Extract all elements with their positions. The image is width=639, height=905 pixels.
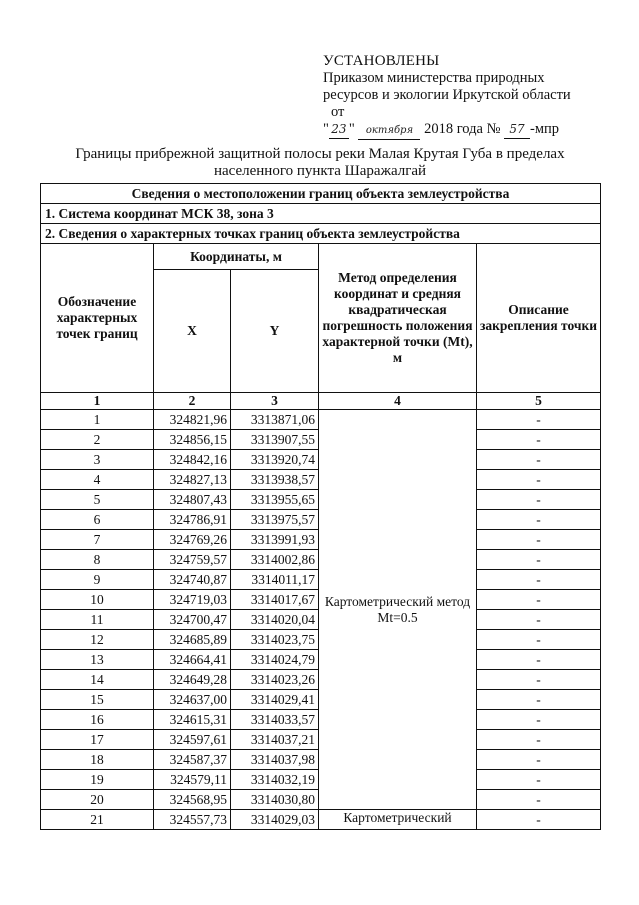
- section-characteristic-points: 2. Сведения о характерных точках границ объекта землеустройства: [41, 224, 601, 244]
- point-y: 3313991,93: [231, 530, 319, 550]
- column-number: 5: [477, 393, 601, 410]
- point-number: 8: [41, 550, 154, 570]
- point-y: 3313920,74: [231, 450, 319, 470]
- point-description: -: [477, 670, 601, 690]
- quote-open: ": [323, 121, 329, 137]
- point-y: 3313938,57: [231, 470, 319, 490]
- point-x: 324759,57: [154, 550, 231, 570]
- point-description: -: [477, 410, 601, 430]
- point-y: 3314029,41: [231, 690, 319, 710]
- point-description: -: [477, 730, 601, 750]
- method-cell: Картометрический метод Mt=0.5: [319, 410, 477, 810]
- point-description: -: [477, 690, 601, 710]
- approval-day: 23: [329, 121, 349, 139]
- point-number: 17: [41, 730, 154, 750]
- point-description: -: [477, 790, 601, 810]
- point-number: 16: [41, 710, 154, 730]
- point-description: -: [477, 510, 601, 530]
- point-number: 14: [41, 670, 154, 690]
- table-row: [41, 410, 601, 430]
- point-number: 1: [41, 410, 154, 430]
- point-x: 324856,15: [154, 430, 231, 450]
- point-description: -: [477, 430, 601, 450]
- point-description: -: [477, 630, 601, 650]
- point-x: 324637,00: [154, 690, 231, 710]
- point-number: 4: [41, 470, 154, 490]
- point-x: 324597,61: [154, 730, 231, 750]
- point-description: -: [477, 530, 601, 550]
- point-y: 3314023,26: [231, 670, 319, 690]
- point-description: -: [477, 490, 601, 510]
- point-y: 3314011,17: [231, 570, 319, 590]
- point-x: 324587,37: [154, 750, 231, 770]
- approval-month: октября: [358, 122, 420, 140]
- header-x: X: [154, 270, 231, 393]
- point-number: 10: [41, 590, 154, 610]
- point-description: -: [477, 750, 601, 770]
- point-y: 3314024,79: [231, 650, 319, 670]
- header-method: Метод определения координат и средняя квадратическая погрешность положения характерной точки (Mt), м: [319, 244, 477, 393]
- point-y: 3314020,04: [231, 610, 319, 630]
- point-description: -: [477, 550, 601, 570]
- heading-line-2: населенного пункта Шаражалгай: [213, 163, 427, 179]
- point-y: 3314002,86: [231, 550, 319, 570]
- point-number: 2: [41, 430, 154, 450]
- boundary-points-table: [40, 183, 601, 830]
- point-description: -: [477, 810, 601, 830]
- point-description: -: [477, 450, 601, 470]
- point-description: -: [477, 770, 601, 790]
- approval-suffix: -мпр: [530, 121, 560, 137]
- point-number: 21: [41, 810, 154, 830]
- approval-title: УСТАНОВЛЕНЫ: [323, 53, 440, 69]
- column-number: 2: [154, 393, 231, 410]
- point-x: 324579,11: [154, 770, 231, 790]
- point-number: 19: [41, 770, 154, 790]
- point-y: 3314037,21: [231, 730, 319, 750]
- approval-date-line: [323, 121, 571, 140]
- column-number: 3: [231, 393, 319, 410]
- header-description: Описание закрепления точки: [477, 244, 601, 393]
- approval-year: 2018 года №: [424, 121, 501, 137]
- point-x: 324700,47: [154, 610, 231, 630]
- point-number: 5: [41, 490, 154, 510]
- point-y: 3314029,03: [231, 810, 319, 830]
- table-row: [41, 810, 601, 830]
- column-number: 4: [319, 393, 477, 410]
- point-number: 3: [41, 450, 154, 470]
- approval-line-3: от: [331, 104, 345, 120]
- point-description: -: [477, 470, 601, 490]
- point-y: 3314023,75: [231, 630, 319, 650]
- header-coordinates: Координаты, м: [154, 244, 319, 270]
- point-x: 324807,43: [154, 490, 231, 510]
- section-coordinate-system: 1. Система координат МСК 38, зона 3: [41, 204, 601, 224]
- point-x: 324685,89: [154, 630, 231, 650]
- approval-number: 57: [504, 121, 530, 139]
- point-number: 15: [41, 690, 154, 710]
- point-number: 20: [41, 790, 154, 810]
- point-description: -: [477, 610, 601, 630]
- point-description: -: [477, 590, 601, 610]
- point-description: -: [477, 710, 601, 730]
- point-x: 324664,41: [154, 650, 231, 670]
- point-y: 3314030,80: [231, 790, 319, 810]
- point-x: 324719,03: [154, 590, 231, 610]
- point-y: 3313955,65: [231, 490, 319, 510]
- point-x: 324557,73: [154, 810, 231, 830]
- section-title: Сведения о местоположении границ объекта землеустройства: [41, 184, 601, 204]
- point-x: 324786,91: [154, 510, 231, 530]
- header-point-designation: Обозначение характерных точек границ: [41, 244, 154, 393]
- point-y: 3313871,06: [231, 410, 319, 430]
- point-number: 9: [41, 570, 154, 590]
- heading-line-1: Границы прибрежной защитной полосы реки Малая Крутая Губа в пределах: [75, 146, 565, 162]
- point-x: 324649,28: [154, 670, 231, 690]
- point-number: 6: [41, 510, 154, 530]
- point-x: 324568,95: [154, 790, 231, 810]
- point-x: 324821,96: [154, 410, 231, 430]
- point-number: 11: [41, 610, 154, 630]
- document-heading: [40, 146, 600, 180]
- point-y: 3313975,57: [231, 510, 319, 530]
- header-y: Y: [231, 270, 319, 393]
- approval-line-1: Приказом министерства природных: [323, 70, 545, 86]
- point-y: 3314033,57: [231, 710, 319, 730]
- approval-stamp: [323, 53, 571, 140]
- approval-line-2: ресурсов и экологии Иркутской области: [323, 87, 571, 103]
- point-x: 324769,26: [154, 530, 231, 550]
- point-x: 324827,13: [154, 470, 231, 490]
- point-description: -: [477, 650, 601, 670]
- point-x: 324842,16: [154, 450, 231, 470]
- point-x: 324615,31: [154, 710, 231, 730]
- point-x: 324740,87: [154, 570, 231, 590]
- point-number: 13: [41, 650, 154, 670]
- point-number: 12: [41, 630, 154, 650]
- point-y: 3314037,98: [231, 750, 319, 770]
- point-number: 7: [41, 530, 154, 550]
- point-number: 18: [41, 750, 154, 770]
- point-y: 3314032,19: [231, 770, 319, 790]
- method-cell: Картометрический: [319, 810, 477, 830]
- point-description: -: [477, 570, 601, 590]
- column-number: 1: [41, 393, 154, 410]
- point-y: 3313907,55: [231, 430, 319, 450]
- quote-close: ": [348, 121, 355, 137]
- point-y: 3314017,67: [231, 590, 319, 610]
